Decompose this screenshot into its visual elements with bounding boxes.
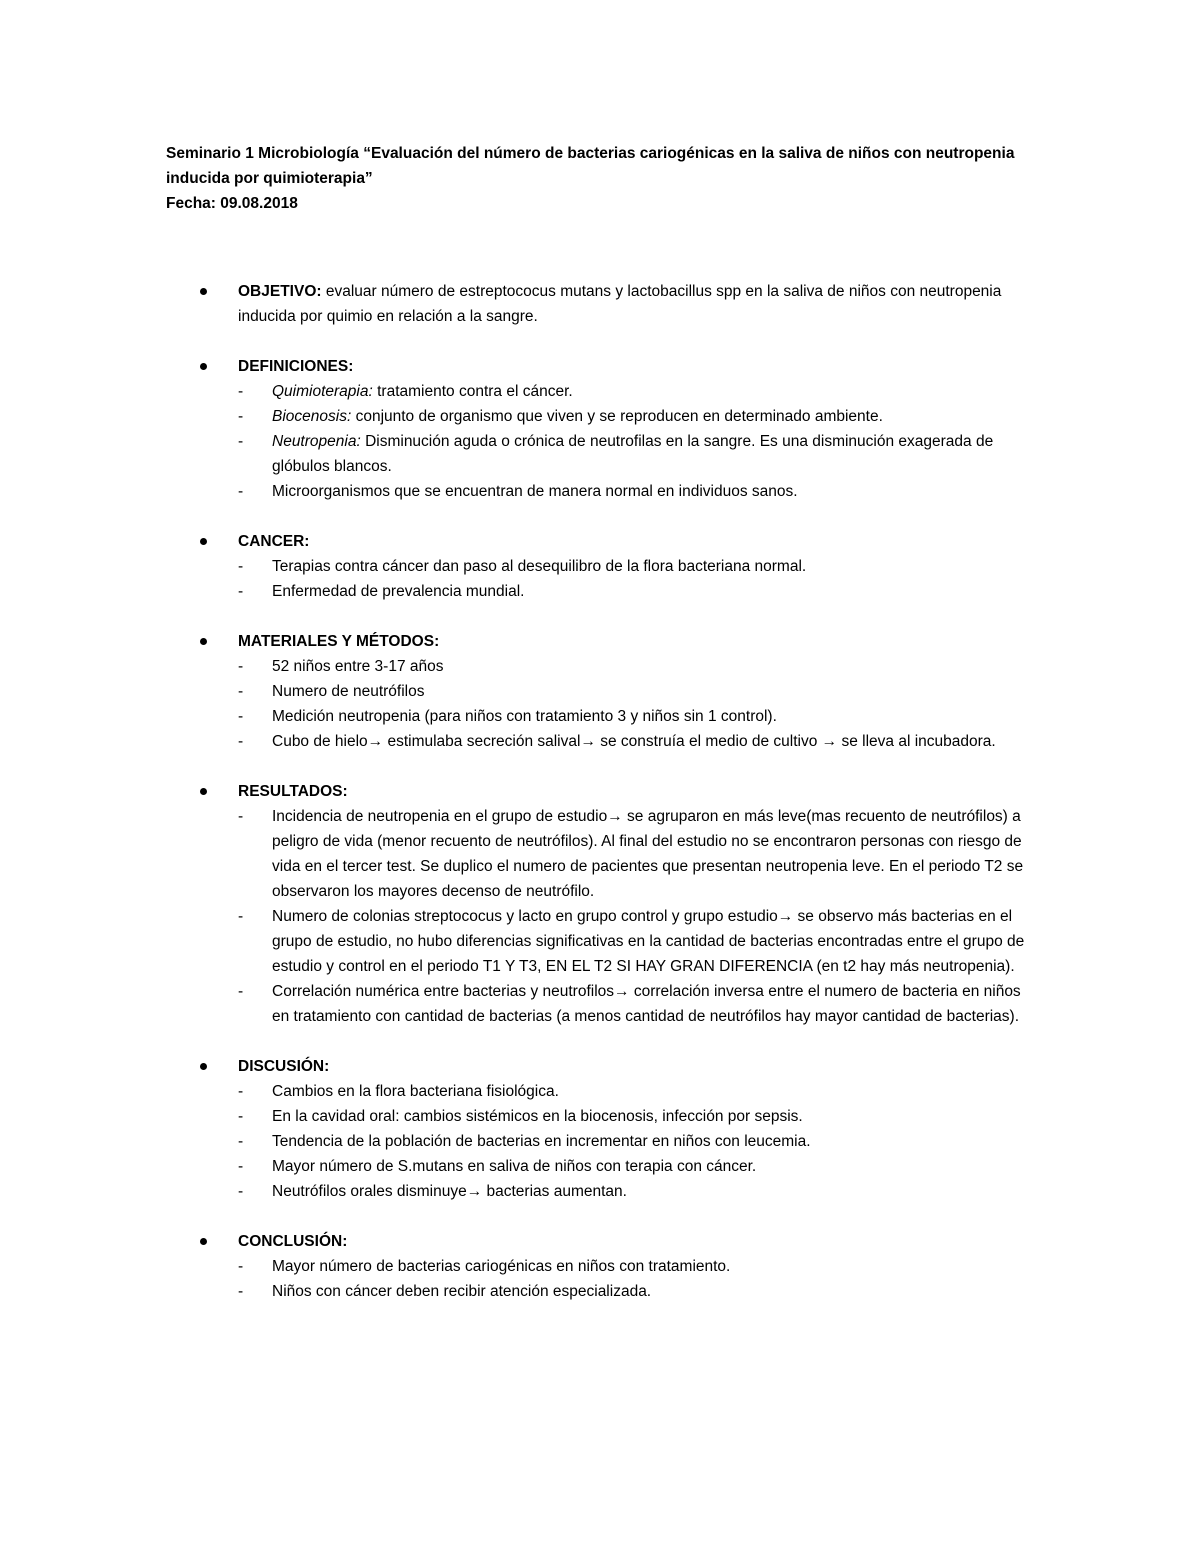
list-item <box>200 404 1040 429</box>
section-heading: DEFINICIONES: <box>238 358 354 375</box>
dash-marker: - <box>238 658 244 675</box>
dash-marker: - <box>238 708 244 725</box>
section-heading: DISCUSIÓN: <box>238 1058 330 1075</box>
section-conclusion <box>200 1229 1040 1304</box>
dash-marker: - <box>238 808 244 825</box>
section-text: evaluar número de estreptococus mutans y lactobacillus spp en la saliva de niños con neutropenia inducida por quimio en relación a la sangre. <box>238 283 1002 325</box>
list-item <box>200 979 1040 1029</box>
dash-marker: - <box>238 733 244 750</box>
dash-marker: - <box>238 983 244 1000</box>
definition-text: conjunto de organismo que viven y se reproducen en determinado ambiente. <box>351 408 883 425</box>
list-item <box>200 554 1040 579</box>
list-item <box>200 1104 1040 1129</box>
list-item-text: Mayor número de S.mutans en saliva de niños con terapia con cáncer. <box>272 1158 757 1175</box>
document-header <box>166 141 1046 216</box>
definition-text: Microorganismos que se encuentran de manera normal en individuos sanos. <box>272 483 798 500</box>
section-cancer <box>200 529 1040 604</box>
definition-term: Biocenosis: <box>272 408 352 425</box>
definition-text: Disminución aguda o crónica de neutrofilas en la sangre. Es una disminución exagerada de glóbulos blancos. <box>272 433 994 475</box>
list-item <box>200 1154 1040 1179</box>
list-item <box>200 479 1040 504</box>
list-item-text: Numero de colonias streptococus y lacto en grupo control y grupo estudio→ se observo más bacterias en el grupo de estudio, no hubo diferencias significativas en la cantidad de bacterias encontradas entre el grupo de estudio y control en el periodo T1 Y T3, EN EL T2 SI HAY GRAN DIFERENCIA (en t2 hay más neutropenia). <box>272 908 1025 975</box>
definition-term: Neutropenia: <box>272 433 361 450</box>
dash-marker: - <box>238 483 244 500</box>
list-item <box>200 429 1040 479</box>
list-item <box>200 579 1040 604</box>
bullet-icon <box>200 638 207 645</box>
dash-marker: - <box>238 1108 244 1125</box>
section-heading: OBJETIVO: <box>238 283 322 300</box>
dash-marker: - <box>238 1283 244 1300</box>
list-item <box>200 654 1040 679</box>
list-item-text: Niños con cáncer deben recibir atención especializada. <box>272 1283 652 1300</box>
list-item <box>200 729 1040 754</box>
list-item-text: En la cavidad oral: cambios sistémicos en la biocenosis, infección por sepsis. <box>272 1108 803 1125</box>
list-item <box>200 804 1040 904</box>
dash-marker: - <box>238 683 244 700</box>
list-item <box>200 1129 1040 1154</box>
list-item-text: Numero de neutrófilos <box>272 683 425 700</box>
list-item <box>200 1254 1040 1279</box>
section-objetivo <box>200 279 1040 329</box>
dash-marker: - <box>238 908 244 925</box>
list-item-text: Tendencia de la población de bacterias en incrementar en niños con leucemia. <box>272 1133 811 1150</box>
list-item-text: Medición neutropenia (para niños con tratamiento 3 y niños sin 1 control). <box>272 708 777 725</box>
list-item <box>200 1079 1040 1104</box>
list-item-text: 52 niños entre 3-17 años <box>272 658 444 675</box>
dash-marker: - <box>238 1258 244 1275</box>
bullet-icon <box>200 1063 207 1070</box>
section-materiales <box>200 629 1040 754</box>
section-resultados <box>200 779 1040 1029</box>
list-item-text: Neutrófilos orales disminuye→ bacterias aumentan. <box>272 1183 627 1200</box>
list-item <box>200 904 1040 979</box>
list-item <box>200 679 1040 704</box>
list-item-text: Cambios en la flora bacteriana fisiológica. <box>272 1083 559 1100</box>
dash-marker: - <box>238 558 244 575</box>
list-item <box>200 704 1040 729</box>
list-item-text: Cubo de hielo→ estimulaba secreción salival→ se construía el medio de cultivo → se lleva al incubadora. <box>272 733 996 750</box>
bullet-icon <box>200 288 207 295</box>
section-heading: CONCLUSIÓN: <box>238 1233 348 1250</box>
list-item <box>200 1179 1040 1204</box>
bullet-icon <box>200 538 207 545</box>
list-item-text: Incidencia de neutropenia en el grupo de estudio→ se agruparon en más leve(mas recuento de neutrófilos) a peligro de vida (menor recuento de neutrófilos). Al final del estudio no se encontraron personas con riesgo de vida en el tercer test. Se duplico el numero de pacientes que presentan neutropenia leve. En el periodo T2 se observaron los mayores decenso de neutrófilo. <box>272 808 1024 900</box>
bullet-icon <box>200 1238 207 1245</box>
bullet-icon <box>200 788 207 795</box>
section-heading: RESULTADOS: <box>238 783 348 800</box>
document-sections <box>200 279 1040 1329</box>
list-item-text: Terapias contra cáncer dan paso al desequilibro de la flora bacteriana normal. <box>272 558 807 575</box>
section-discusion <box>200 1054 1040 1204</box>
section-heading: MATERIALES Y MÉTODOS: <box>238 633 440 650</box>
list-item-text: Correlación numérica entre bacterias y neutrofilos→ correlación inversa entre el numero de bacteria en niños en tratamiento con cantidad de bacterias (a menos cantidad de neutrófilos hay mayor cantidad de bacterias). <box>272 983 1021 1025</box>
document-title-line-1: Seminario 1 Microbiología “Evaluación del número de bacterias cariogénicas en la saliva de niños con neutropenia <box>166 145 1015 162</box>
list-item-text: Mayor número de bacterias cariogénicas en niños con tratamiento. <box>272 1258 731 1275</box>
dash-marker: - <box>238 1183 244 1200</box>
definition-text: tratamiento contra el cáncer. <box>372 383 573 400</box>
document-date: Fecha: 09.08.2018 <box>166 195 298 212</box>
section-heading: CANCER: <box>238 533 310 550</box>
list-item <box>200 379 1040 404</box>
list-item <box>200 1279 1040 1304</box>
section-definiciones <box>200 354 1040 504</box>
dash-marker: - <box>238 1133 244 1150</box>
dash-marker: - <box>238 1083 244 1100</box>
definition-term: Quimioterapia: <box>272 383 373 400</box>
list-item-text: Enfermedad de prevalencia mundial. <box>272 583 525 600</box>
dash-marker: - <box>238 583 244 600</box>
dash-marker: - <box>238 408 244 425</box>
dash-marker: - <box>238 383 244 400</box>
dash-marker: - <box>238 433 244 450</box>
document-title-line-2: inducida por quimioterapia” <box>166 170 373 187</box>
bullet-icon <box>200 363 207 370</box>
dash-marker: - <box>238 1158 244 1175</box>
